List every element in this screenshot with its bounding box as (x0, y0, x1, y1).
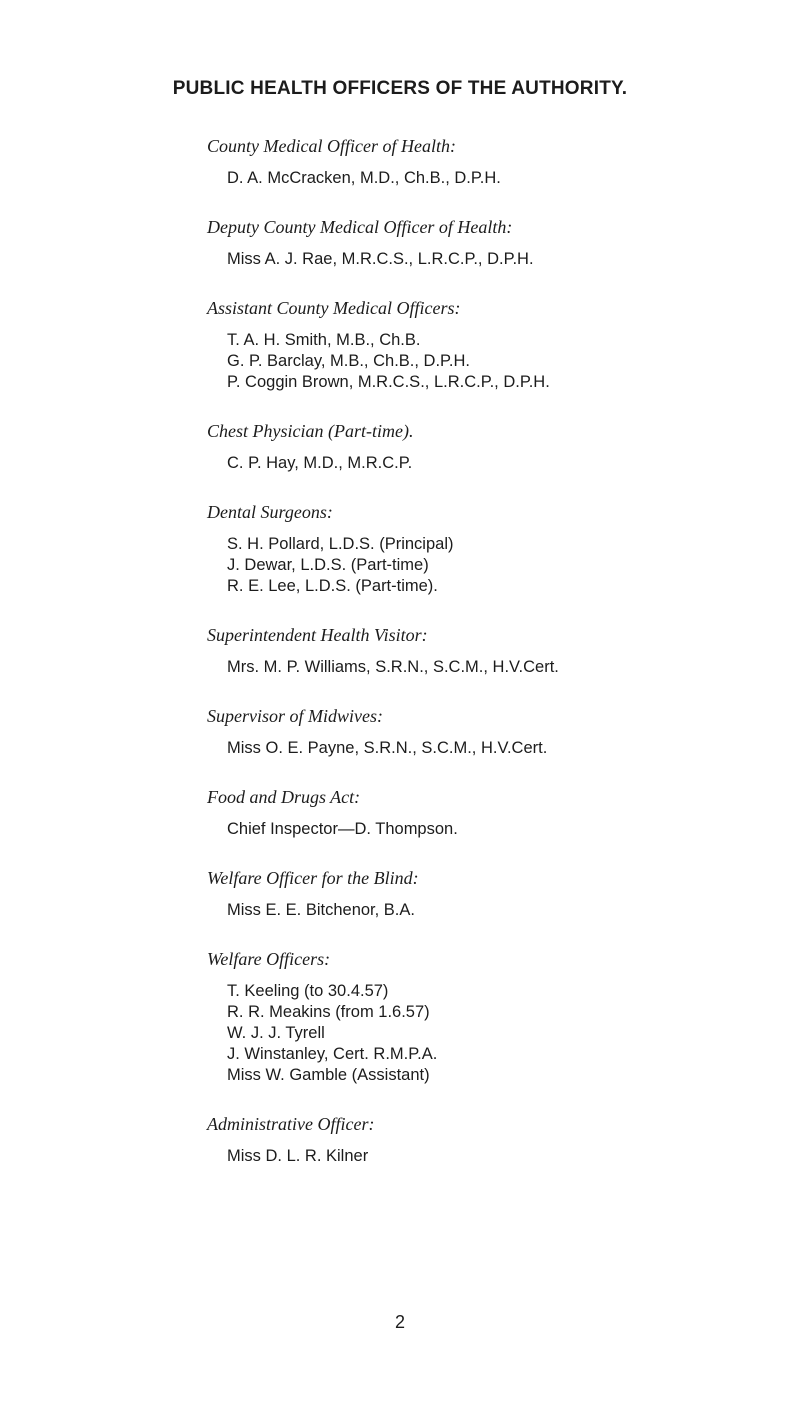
officer-entry: R. R. Meakins (from 1.6.57) (227, 1003, 430, 1021)
officer-entry: R. E. Lee, L.D.S. (Part-time). (227, 577, 438, 595)
section-food-and-drugs-act (207, 786, 767, 840)
officer-entry: G. P. Barclay, M.B., Ch.B., D.P.H. (227, 352, 470, 370)
page-number: 2 (394, 1312, 405, 1332)
section-welfare-officer-for-the-blind (207, 867, 767, 921)
section-assistant-county-medical-officers (207, 297, 767, 393)
section-superintendent-health-visitor (207, 624, 767, 678)
section-heading: Welfare Officers: (207, 949, 331, 969)
officer-entry: W. J. J. Tyrell (227, 1024, 325, 1042)
officer-entry: S. H. Pollard, L.D.S. (Principal) (227, 535, 454, 553)
section-dental-surgeons (207, 501, 767, 597)
officer-entry: Miss D. L. R. Kilner (227, 1147, 369, 1165)
officer-entry: Miss W. Gamble (Assistant) (227, 1066, 430, 1084)
section-heading: County Medical Officer of Health: (207, 136, 456, 156)
section-chest-physician (207, 420, 767, 474)
officer-entry: Miss E. E. Bitchenor, B.A. (227, 901, 415, 919)
section-heading: Deputy County Medical Officer of Health: (207, 217, 513, 237)
section-heading: Superintendent Health Visitor: (207, 625, 428, 645)
section-heading: Welfare Officer for the Blind: (207, 868, 419, 888)
officer-entry: P. Coggin Brown, M.R.C.S., L.R.C.P., D.P.H. (227, 373, 550, 391)
officer-entry: Mrs. M. P. Williams, S.R.N., S.C.M., H.V.Cert. (227, 658, 559, 676)
section-welfare-officers (207, 948, 767, 1086)
section-administrative-officer (207, 1113, 767, 1167)
section-heading: Assistant County Medical Officers: (207, 298, 461, 318)
section-supervisor-of-midwives (207, 705, 767, 759)
section-heading: Administrative Officer: (207, 1114, 375, 1134)
officer-entry: J. Winstanley, Cert. R.M.P.A. (227, 1045, 438, 1063)
officers-list (207, 135, 767, 1194)
section-deputy-county-medical-officer (207, 216, 767, 270)
officer-entry: C. P. Hay, M.D., M.R.C.P. (227, 454, 413, 472)
officer-entry: T. A. H. Smith, M.B., Ch.B. (227, 331, 421, 349)
officer-entry: Miss A. J. Rae, M.R.C.S., L.R.C.P., D.P.H. (227, 250, 534, 268)
section-heading: Supervisor of Midwives: (207, 706, 383, 726)
section-heading: Chest Physician (Part-time). (207, 421, 414, 441)
officer-entry: T. Keeling (to 30.4.57) (227, 982, 389, 1000)
officer-entry: Chief Inspector—D. Thompson. (227, 820, 458, 838)
officer-entry: D. A. McCracken, M.D., Ch.B., D.P.H. (227, 169, 501, 187)
officer-entry: J. Dewar, L.D.S. (Part-time) (227, 556, 429, 574)
officer-entry: Miss O. E. Payne, S.R.N., S.C.M., H.V.Cert. (227, 739, 548, 757)
section-heading: Dental Surgeons: (207, 502, 333, 522)
section-county-medical-officer (207, 135, 767, 189)
page-title: PUBLIC HEALTH OFFICERS OF THE AUTHORITY. (172, 78, 628, 99)
section-heading: Food and Drugs Act: (207, 787, 361, 807)
